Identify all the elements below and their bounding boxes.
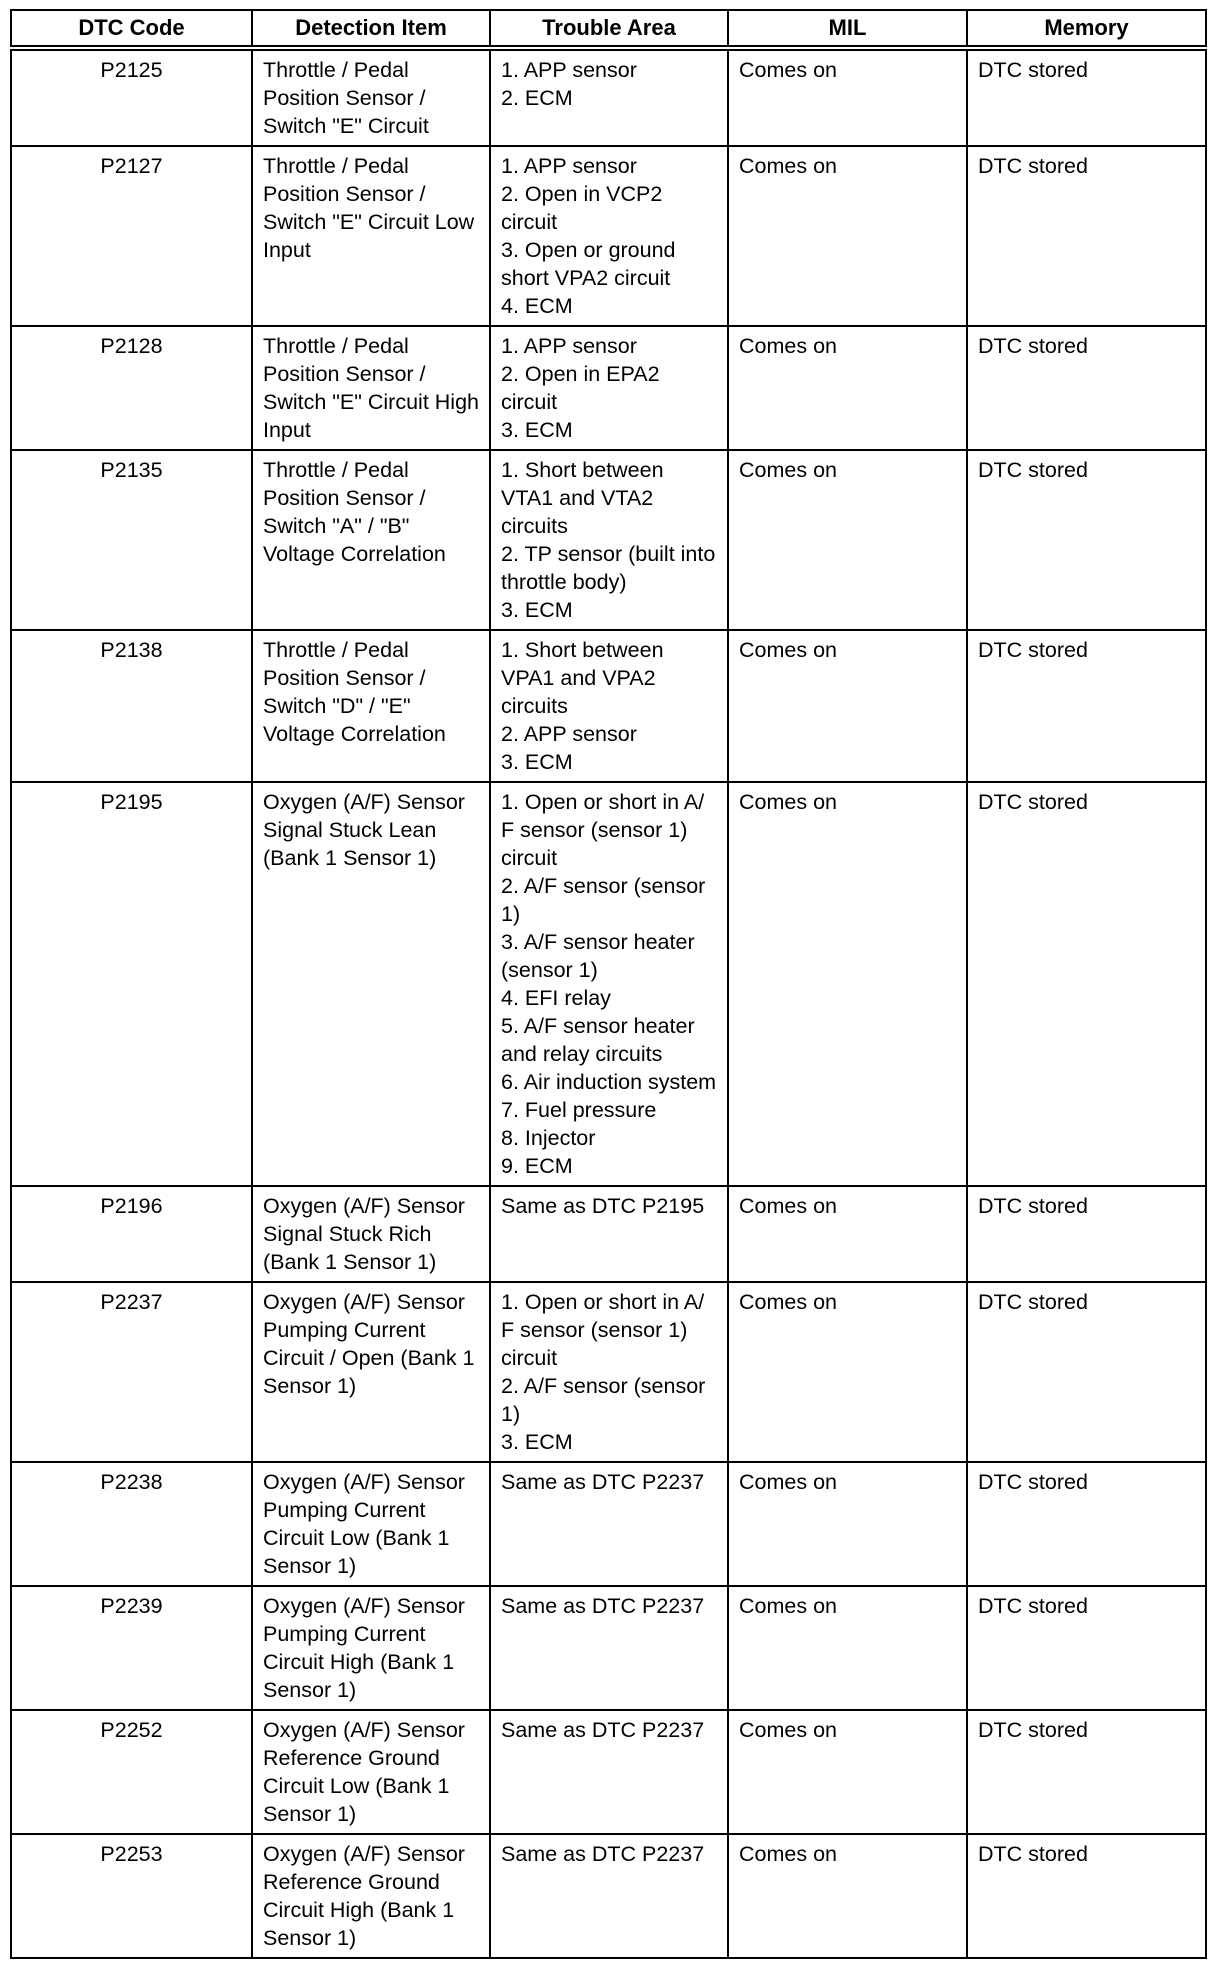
table-row	[11, 782, 1206, 1186]
trouble-area-item: 4. EFI relay	[501, 986, 611, 1010]
dtc-code-cell: P2138	[11, 630, 252, 782]
table-body	[11, 48, 1206, 1958]
table-row	[11, 1586, 1206, 1710]
table-row	[11, 146, 1206, 326]
detection-item-cell: Oxygen (A/F) Sensor Pumping Current Circuit / Open (Bank 1 Sensor 1)	[252, 1282, 490, 1462]
table-row	[11, 48, 1206, 146]
detection-item-cell: Throttle / Pedal Position Sensor / Switch "A" / "B" Voltage Correlation	[252, 450, 490, 630]
trouble-area-item: 1. Short between VPA1 and VPA2 circuits	[501, 638, 664, 718]
trouble-area-item: Same as DTC P2195	[501, 1194, 705, 1218]
detection-item-cell: Throttle / Pedal Position Sensor / Switch "E" Circuit High Input	[252, 326, 490, 450]
dtc-code-cell: P2196	[11, 1186, 252, 1282]
mil-cell: Comes on	[728, 1586, 967, 1710]
dtc-code-cell: P2239	[11, 1586, 252, 1710]
table-row	[11, 1282, 1206, 1462]
trouble-area-item: 4. ECM	[501, 294, 573, 318]
dtc-table	[10, 9, 1207, 1959]
mil-cell: Comes on	[728, 1834, 967, 1958]
table-row	[11, 1462, 1206, 1586]
table-row	[11, 630, 1206, 782]
memory-cell: DTC stored	[967, 1186, 1206, 1282]
trouble-area-cell	[490, 146, 728, 326]
mil-cell: Comes on	[728, 450, 967, 630]
mil-cell: Comes on	[728, 146, 967, 326]
memory-cell: DTC stored	[967, 1282, 1206, 1462]
memory-cell: DTC stored	[967, 146, 1206, 326]
trouble-area-item: 2. TP sensor (built into throttle body)	[501, 542, 716, 594]
memory-cell: DTC stored	[967, 1462, 1206, 1586]
mil-cell: Comes on	[728, 1186, 967, 1282]
mil-cell: Comes on	[728, 782, 967, 1186]
mil-cell: Comes on	[728, 630, 967, 782]
trouble-area-cell	[490, 48, 728, 146]
detection-item-cell: Oxygen (A/F) Sensor Reference Ground Circuit High (Bank 1 Sensor 1)	[252, 1834, 490, 1958]
trouble-area-item: 9. ECM	[501, 1154, 573, 1178]
trouble-area-cell	[490, 1834, 728, 1958]
header-memory: Memory	[967, 10, 1206, 48]
header-trouble-area: Trouble Area	[490, 10, 728, 48]
table-header	[11, 10, 1206, 48]
trouble-area-item: 5. A/F sensor heater and relay circuits	[501, 1014, 695, 1066]
detection-item-cell: Oxygen (A/F) Sensor Pumping Current Circuit Low (Bank 1 Sensor 1)	[252, 1462, 490, 1586]
mil-cell: Comes on	[728, 48, 967, 146]
trouble-area-item: 2. A/F sensor (sensor 1)	[501, 1374, 706, 1426]
trouble-area-cell	[490, 782, 728, 1186]
memory-cell: DTC stored	[967, 630, 1206, 782]
trouble-area-item: 3. Open or ground short VPA2 circuit	[501, 238, 676, 290]
trouble-area-item: 2. Open in EPA2 circuit	[501, 362, 660, 414]
trouble-area-cell	[490, 1186, 728, 1282]
detection-item-cell: Throttle / Pedal Position Sensor / Switch "E" Circuit	[252, 48, 490, 146]
detection-item-cell: Oxygen (A/F) Sensor Signal Stuck Rich (Bank 1 Sensor 1)	[252, 1186, 490, 1282]
trouble-area-cell	[490, 1710, 728, 1834]
trouble-area-item: 7. Fuel pressure	[501, 1098, 657, 1122]
trouble-area-item: 1. Short between VTA1 and VTA2 circuits	[501, 458, 664, 538]
dtc-code-cell: P2127	[11, 146, 252, 326]
trouble-area-item: Same as DTC P2237	[501, 1470, 705, 1494]
trouble-area-item: Same as DTC P2237	[501, 1718, 705, 1742]
mil-cell: Comes on	[728, 1282, 967, 1462]
memory-cell: DTC stored	[967, 1834, 1206, 1958]
header-mil: MIL	[728, 10, 967, 48]
table-row	[11, 1186, 1206, 1282]
trouble-area-item: 3. ECM	[501, 418, 573, 442]
trouble-area-item: 3. ECM	[501, 598, 573, 622]
mil-cell: Comes on	[728, 1710, 967, 1834]
header-detection-item: Detection Item	[252, 10, 490, 48]
table-row	[11, 1710, 1206, 1834]
mil-cell: Comes on	[728, 1462, 967, 1586]
trouble-area-cell	[490, 1586, 728, 1710]
trouble-area-item: Same as DTC P2237	[501, 1594, 705, 1618]
detection-item-cell: Oxygen (A/F) Sensor Reference Ground Circuit Low (Bank 1 Sensor 1)	[252, 1710, 490, 1834]
trouble-area-item: 2. APP sensor	[501, 722, 637, 746]
detection-item-cell: Oxygen (A/F) Sensor Pumping Current Circuit High (Bank 1 Sensor 1)	[252, 1586, 490, 1710]
table-row	[11, 450, 1206, 630]
dtc-code-cell: P2252	[11, 1710, 252, 1834]
detection-item-cell: Throttle / Pedal Position Sensor / Switch "E" Circuit Low Input	[252, 146, 490, 326]
mil-cell: Comes on	[728, 326, 967, 450]
dtc-code-cell: P2237	[11, 1282, 252, 1462]
trouble-area-item: 1. APP sensor	[501, 334, 637, 358]
trouble-area-item: 1. Open or short in A/ F sensor (sensor 1) circuit	[501, 790, 705, 870]
trouble-area-item: 3. ECM	[501, 1430, 573, 1454]
table-row	[11, 326, 1206, 450]
dtc-code-cell: P2135	[11, 450, 252, 630]
memory-cell: DTC stored	[967, 48, 1206, 146]
dtc-code-cell: P2253	[11, 1834, 252, 1958]
trouble-area-item: 2. ECM	[501, 86, 573, 110]
trouble-area-item: 3. A/F sensor heater (sensor 1)	[501, 930, 695, 982]
dtc-code-cell: P2128	[11, 326, 252, 450]
header-dtc-code: DTC Code	[11, 10, 252, 48]
trouble-area-item: 2. A/F sensor (sensor 1)	[501, 874, 706, 926]
memory-cell: DTC stored	[967, 1710, 1206, 1834]
memory-cell: DTC stored	[967, 782, 1206, 1186]
trouble-area-item: 2. Open in VCP2 circuit	[501, 182, 663, 234]
trouble-area-item: 3. ECM	[501, 750, 573, 774]
trouble-area-item: Same as DTC P2237	[501, 1842, 705, 1866]
trouble-area-item: 8. Injector	[501, 1126, 596, 1150]
document-page	[10, 9, 1205, 1959]
detection-item-cell: Throttle / Pedal Position Sensor / Switch "D" / "E" Voltage Correlation	[252, 630, 490, 782]
trouble-area-cell	[490, 630, 728, 782]
dtc-code-cell: P2125	[11, 48, 252, 146]
detection-item-cell: Oxygen (A/F) Sensor Signal Stuck Lean (Bank 1 Sensor 1)	[252, 782, 490, 1186]
memory-cell: DTC stored	[967, 326, 1206, 450]
dtc-code-cell: P2195	[11, 782, 252, 1186]
header-row	[11, 10, 1206, 48]
memory-cell: DTC stored	[967, 450, 1206, 630]
trouble-area-item: 1. APP sensor	[501, 154, 637, 178]
trouble-area-item: 1. Open or short in A/ F sensor (sensor 1) circuit	[501, 1290, 705, 1370]
dtc-code-cell: P2238	[11, 1462, 252, 1586]
trouble-area-cell	[490, 1462, 728, 1586]
trouble-area-item: 6. Air induction system	[501, 1070, 717, 1094]
trouble-area-cell	[490, 450, 728, 630]
trouble-area-cell	[490, 1282, 728, 1462]
trouble-area-item: 1. APP sensor	[501, 58, 637, 82]
table-row	[11, 1834, 1206, 1958]
memory-cell: DTC stored	[967, 1586, 1206, 1710]
trouble-area-cell	[490, 326, 728, 450]
